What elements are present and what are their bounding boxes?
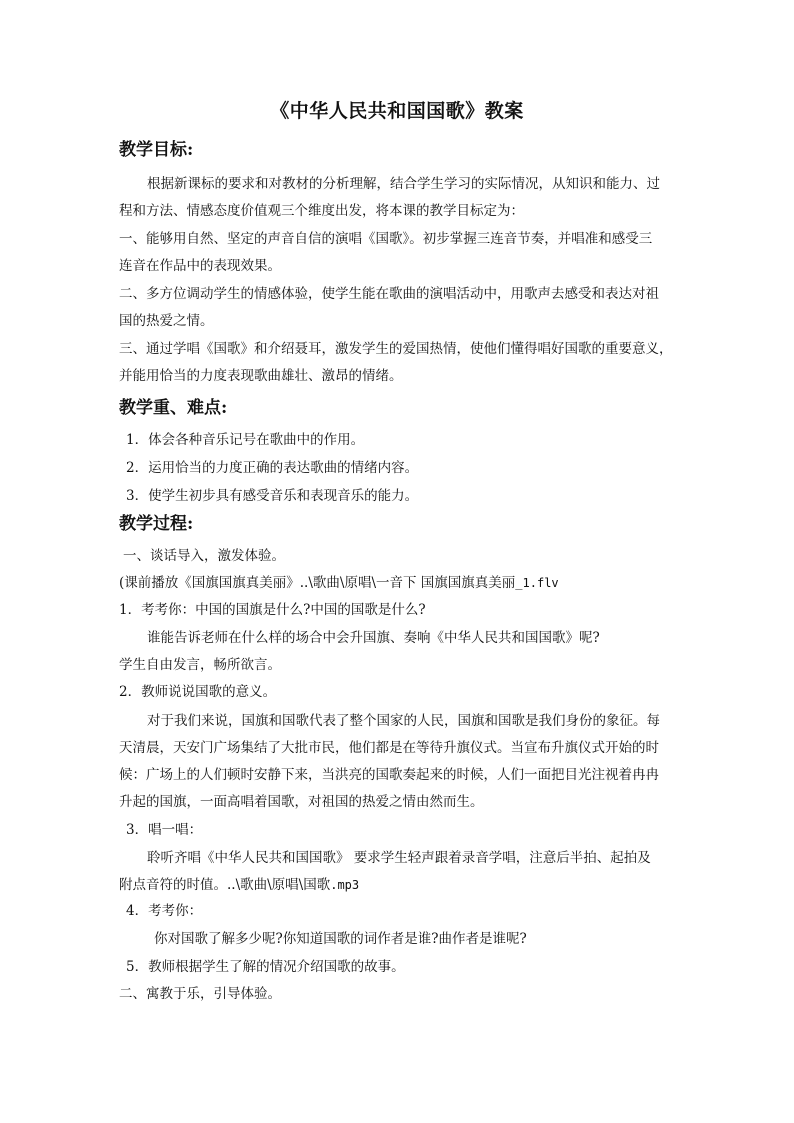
part-1-note-text: (课前播放《国旗国旗真美丽》..\歌曲\原唱\一音下 国旗国旗真美丽 [119,575,516,591]
goal-1-line-2: 连音在作品中的表现效果。 [119,258,281,274]
step-3-para-file: .mp3 [330,878,360,892]
part-1-note [119,573,559,593]
part-1-note-file: _1.flv [515,576,559,590]
goal-2-line-2: 国的热爱之情。 [119,313,214,329]
step-5: 5．教师根据学生了解的情况介绍国歌的故事。 [126,959,405,975]
goal-1-line-1: 一、能够用自然、坚定的声音自信的演唱《国歌》。初步掌握三连音节奏，并唱准和感受三 [119,231,653,247]
goals-intro-line-2: 程和方法、情感态度价值观三个维度出发，将本课的教学目标定为： [119,203,524,219]
step-3-para-text: 附点音符的时值。..\歌曲\原唱\国歌 [119,877,331,893]
goal-3-line-2: 并能用恰当的力度表现歌曲雄壮、激昂的情绪。 [119,368,403,384]
step-2-para-line-1: 对于我们来说，国旗和国歌代表了整个国家的人民，国旗和国歌是我们身份的象征。每 [147,713,660,729]
key-point-2: 2．运用恰当的力度正确的表达歌曲的情绪内容。 [126,460,419,476]
step-3-para-line-2 [119,875,359,895]
step-2-para-line-4: 升起的国旗，一面高唱着国歌，对祖国的热爱之情由然而生。 [119,794,484,810]
page-title: 《中华人民共和国国歌》教案 [270,100,524,122]
goal-3-line-1: 三、通过学唱《国歌》和介绍聂耳，激发学生的爱国热情，使他们懂得唱好国歌的重要意义， [119,341,673,357]
key-point-3: 3．使学生初步具有感受音乐和表现音乐的能力。 [126,488,419,504]
step-2-para-line-2: 天清晨，天安门广场集结了大批市民，他们都是在等待升旗仪式。当宣布升旗仪式开始的时 [119,740,659,756]
step-2: 2．教师说说国歌的意义。 [119,684,277,700]
step-4-detail: 你对国歌了解多少呢?你知道国歌的词作者是谁?曲作者是谁呢? [154,931,527,947]
goals-heading: 教学目标: [119,140,194,160]
step-1: 1．考考你：中国的国旗是什么?中国的国歌是什么? [119,602,426,618]
goal-2-line-1: 二、多方位调动学生的情感体验，使学生能在歌曲的演唱活动中，用歌声去感受和表达对祖 [119,286,659,302]
part-1-title: 一、谈话导入，激发体验。 [123,548,285,564]
step-3: 3．唱一唱： [126,822,203,838]
key-point-1: 1．体会各种音乐记号在歌曲中的作用。 [126,432,365,448]
step-1-detail: 谁能告诉老师在什么样的场合中会升国旗、奏响《中华人民共和国国歌》呢? [147,630,600,646]
process-heading: 教学过程: [119,514,194,534]
step-2-para-line-3: 候：广场上的人们顿时安静下来，当洪亮的国歌奏起来的时候，人们一面把目光注视着冉冉 [119,767,659,783]
part-2-title: 二、寓教于乐，引导体验。 [119,986,281,1002]
step-4: 4．考考你： [126,903,203,919]
step-1-answer: 学生自由发言，畅所欲言。 [119,657,281,673]
step-3-para-line-1: 聆听齐唱《中华人民共和国国歌》 要求学生轻声跟着录音学唱，注意后半拍、起拍及 [147,850,651,866]
key-points-heading: 教学重、难点: [119,398,228,418]
goals-intro-line-1: 根据新课标的要求和对教材的分析理解，结合学生学习的实际情况，从知识和能力、过 [147,176,660,192]
